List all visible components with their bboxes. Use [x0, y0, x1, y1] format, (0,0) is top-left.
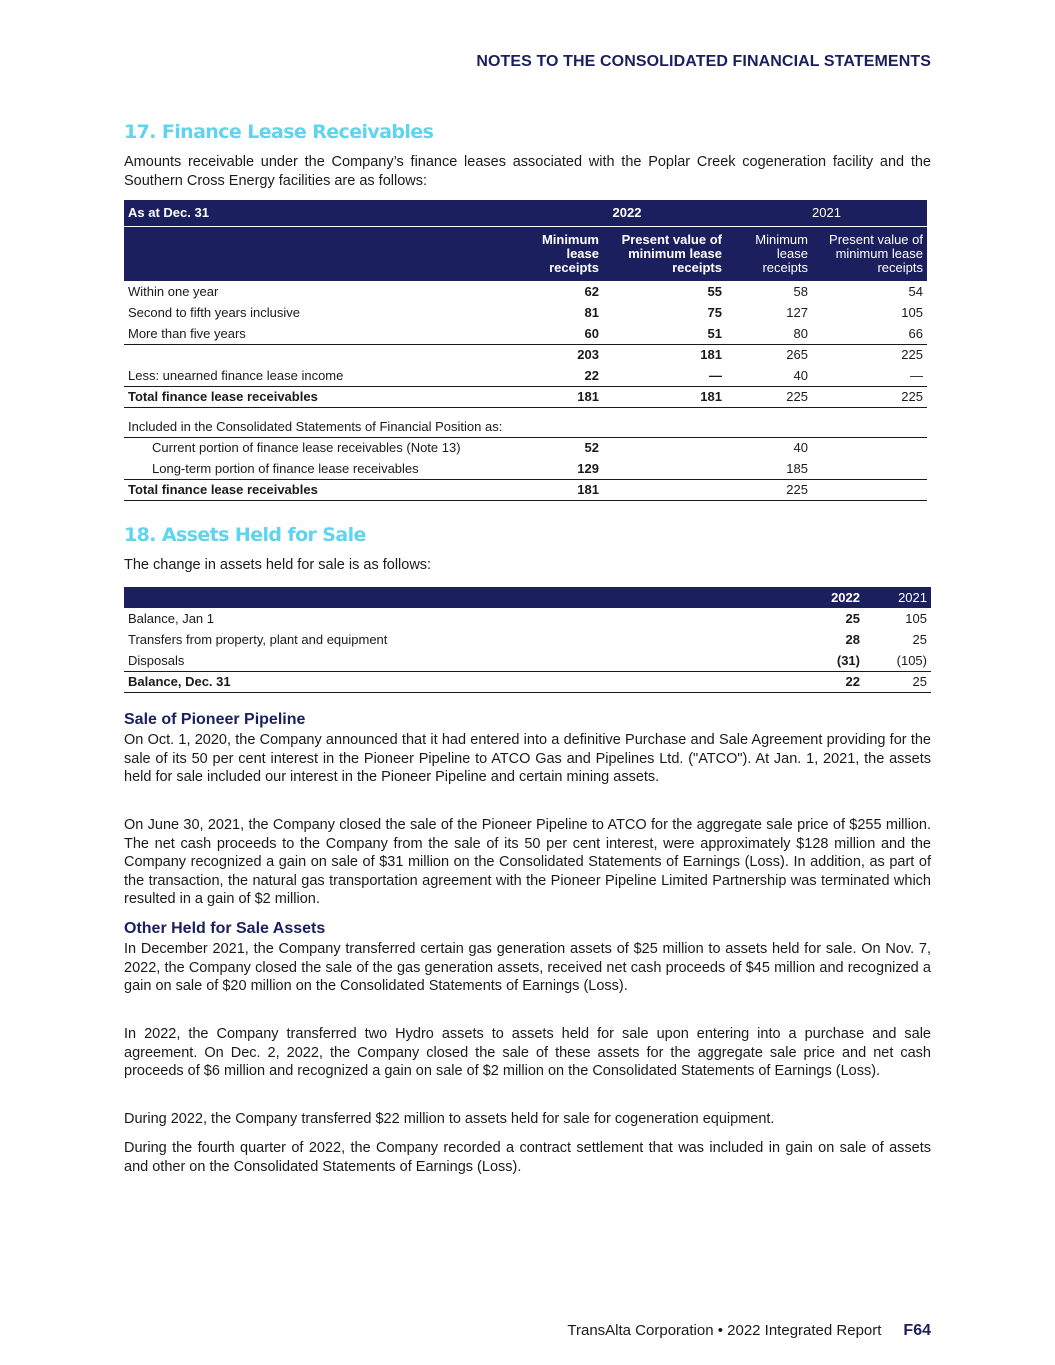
ahfs-header-row — [124, 587, 931, 608]
finance-lease-table — [124, 200, 927, 501]
year-2022-header: 2022 — [612, 205, 642, 221]
row-label: Within one year — [128, 284, 219, 299]
page-number: F64 — [903, 1322, 931, 1339]
finance-lease-header-row — [124, 200, 927, 226]
cell: 265 — [786, 347, 808, 363]
cell: 181 — [528, 479, 603, 500]
min-lease-header-2021: Minimum lease receipts — [755, 231, 808, 275]
min-lease-header-2022: Minimum lease receipts — [541, 231, 599, 275]
pioneer-paragraph-1: On Oct. 1, 2020, the Company announced that it had entered into a definitive Purchase and Sale Agreement providing for the sale of its 50 per cent interest in the Pioneer Pipeline to ATCO Gas and Pipelines Ltd. ("ATCO"). At Jan. 1, 2021, the assets held for sale included our interest in the Pioneer Pipeline and certain mining assets. — [124, 732, 931, 786]
row-label: Total finance lease receivables — [124, 479, 528, 500]
table-row — [124, 608, 931, 629]
cell: 51 — [603, 323, 726, 344]
included-label-row — [124, 417, 927, 437]
cell: 58 — [793, 284, 808, 299]
cell: 129 — [528, 458, 603, 479]
row-label: Current portion of finance lease receivables (Note 13) — [152, 440, 461, 456]
cell: 225 — [726, 479, 812, 500]
cell: 22 — [528, 365, 603, 386]
cell: 75 — [707, 305, 722, 320]
pv-header-2021: Present value of minimum lease receipts — [829, 231, 923, 275]
row-label — [124, 344, 528, 365]
cell: 25 — [864, 671, 931, 692]
row-label: More than five years — [124, 323, 528, 344]
cell: 62 — [584, 284, 599, 299]
pv-header-2022: Present value of minimum lease receipts — [621, 231, 722, 275]
table-row — [124, 323, 927, 344]
other-paragraph-2: In 2022, the Company transferred two Hydro assets to assets held for sale upon entering into a purchase and sale agreement. On Dec. 2, 2022, the Company closed the sale of these assets for the aggregate sale price and net cash proceeds of $6 million and recognized a gain on sale of $2 million on the Consolidated Statements of Earnings (Loss). — [124, 1026, 931, 1080]
section-18-title: 18. Assets Held for Sale — [124, 524, 366, 546]
row-label: Second to fifth years inclusive — [128, 305, 300, 320]
section-17-title: 17. Finance Lease Receivables — [124, 121, 434, 143]
cell: 105 — [905, 611, 927, 626]
cell: 181 — [528, 386, 603, 407]
table-total-row — [124, 671, 931, 692]
table-row — [124, 458, 927, 479]
cell: 40 — [793, 440, 808, 456]
cell: — — [603, 365, 726, 386]
cell: 127 — [786, 305, 808, 320]
table-row — [124, 437, 927, 458]
cell: 181 — [603, 386, 726, 407]
row-label: Balance, Dec. 31 — [124, 671, 784, 692]
row-label: Less: unearned finance lease income — [124, 365, 528, 386]
table-row — [124, 302, 927, 323]
as-at-label: As at Dec. 31 — [128, 205, 209, 221]
table-row — [124, 281, 927, 302]
cell: 52 — [584, 440, 599, 456]
cell: 80 — [726, 323, 812, 344]
cell: (105) — [864, 650, 931, 671]
running-header: NOTES TO THE CONSOLIDATED FINANCIAL STATEMENTS — [476, 53, 931, 70]
cell: 225 — [726, 386, 812, 407]
cell: 181 — [700, 347, 722, 363]
row-label: Long-term portion of finance lease receivables — [124, 458, 528, 479]
cell: 25 — [845, 611, 860, 626]
cell: 66 — [812, 323, 927, 344]
cell: 185 — [726, 458, 812, 479]
row-label: Disposals — [124, 650, 784, 671]
page-footer — [567, 1322, 931, 1340]
other-paragraph-1: In December 2021, the Company transferred certain gas generation assets of $25 million to assets held for sale. On Nov. 7, 2022, the Company closed the sale of the gas generation assets, received net cash proceeds of $45 million and recognized a gain on sale of $20 million on the Consolidated Statements of Earnings (Loss). — [124, 941, 931, 995]
year-2022-header: 2022 — [831, 590, 860, 605]
cell: 105 — [901, 305, 923, 320]
table-row — [124, 629, 931, 650]
cell: 25 — [912, 632, 927, 647]
cell: 55 — [707, 284, 722, 299]
cell: 225 — [812, 386, 927, 407]
cell: 203 — [577, 347, 599, 363]
pioneer-heading: Sale of Pioneer Pipeline — [124, 711, 306, 728]
section-17-intro: Amounts receivable under the Company’s finance leases associated with the Poplar Creek cogeneration facility and the Southern Cross Energy facilities are as follows: — [124, 154, 931, 189]
table-row — [124, 365, 927, 386]
other-held-heading: Other Held for Sale Assets — [124, 920, 326, 937]
other-paragraph-4: During the fourth quarter of 2022, the Company recorded a contract settlement that was included in gain on sale of assets and other on the Consolidated Statements of Earnings (Loss). — [124, 1140, 931, 1175]
year-2021-header: 2021 — [812, 205, 841, 221]
cell: 60 — [528, 323, 603, 344]
table-total-row — [124, 479, 927, 500]
report-name: TransAlta Corporation • 2022 Integrated Report — [567, 1322, 882, 1339]
table-row — [124, 344, 927, 365]
cell: — — [812, 365, 927, 386]
pioneer-paragraph-2: On June 30, 2021, the Company closed the sale of the Pioneer Pipeline to ATCO for the aggregate sale price of $255 million. The net cash proceeds to the Company from the sale of its 50 per cent interest, were approximately $128 million and the Company recognized a gain on sale of $31 million on the Consolidated Statements of Earnings (Loss). In addition, as part of the transaction, the natural gas transportation agreement with the Pioneer Pipeline Limited Partnership was terminated which resulted in a gain of $2 million. — [124, 817, 931, 908]
finance-lease-subheader-row — [124, 226, 927, 281]
cell: 40 — [726, 365, 812, 386]
row-label: Balance, Jan 1 — [128, 611, 215, 626]
table-total-row — [124, 386, 927, 407]
cell: 28 — [845, 632, 860, 647]
cell: 54 — [908, 284, 923, 299]
cell: 81 — [584, 305, 599, 320]
year-2021-header: 2021 — [898, 590, 927, 605]
other-paragraph-3: During 2022, the Company transferred $22 million to assets held for sale for cogeneration equipment. — [124, 1111, 775, 1127]
cell: 22 — [784, 671, 864, 692]
cell: 225 — [901, 347, 923, 363]
cell: (31) — [784, 650, 864, 671]
assets-held-for-sale-table — [124, 587, 931, 693]
section-18-intro: The change in assets held for sale is as follows: — [124, 557, 432, 573]
row-label: Total finance lease receivables — [124, 386, 528, 407]
included-label: Included in the Consolidated Statements of Financial Position as: — [124, 417, 927, 437]
row-label: Transfers from property, plant and equipment — [128, 632, 388, 647]
table-row — [124, 650, 931, 671]
